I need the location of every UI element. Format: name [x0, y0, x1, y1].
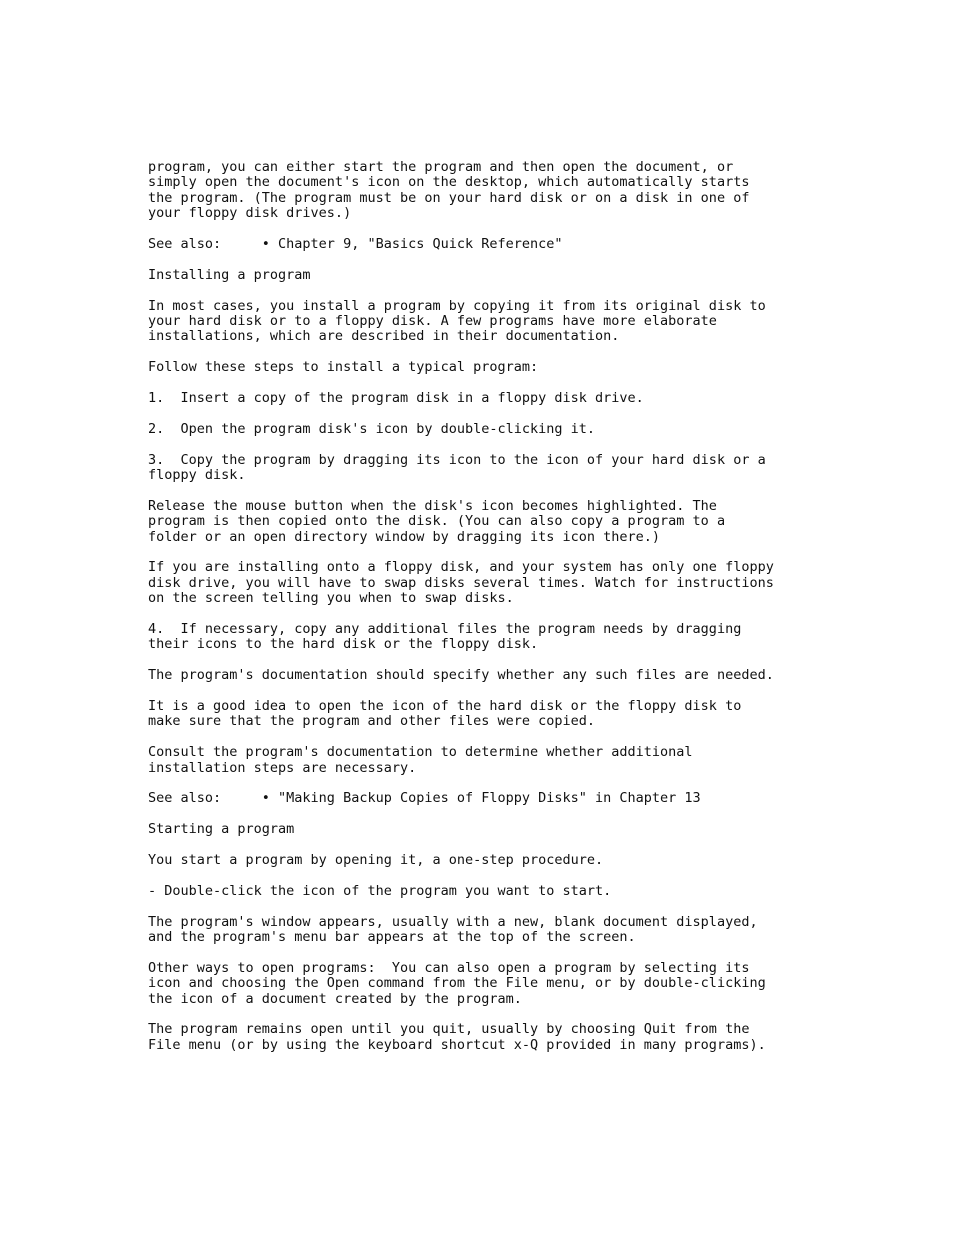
- text-line: See also: • "Making Backup Copies of Floppy Disks" in Chapter 13: [148, 790, 701, 807]
- paragraph-start-overview: [148, 853, 848, 868]
- step-3: [148, 453, 848, 484]
- text-line: folder or an open directory window by dragging its icon there.): [148, 528, 661, 545]
- text-line: on the screen telling you when to swap disks.: [148, 590, 514, 607]
- paragraph-window-appears: [148, 915, 848, 946]
- text-line: installation steps are necessary.: [148, 759, 417, 776]
- text-line: Installing a program: [148, 266, 311, 283]
- text-line: Release the mouse button when the disk's icon becomes highlighted. The: [148, 497, 717, 514]
- text-line: simply open the document's icon on the desktop, which automatically starts: [148, 174, 750, 191]
- text-line: The program remains open until you quit, usually by choosing Quit from the: [148, 1021, 750, 1038]
- text-line: Starting a program: [148, 821, 295, 838]
- paragraph-documentation-files: [148, 668, 848, 683]
- text-line: and the program's menu bar appears at the top of the screen.: [148, 929, 636, 946]
- text-line: The program's documentation should specify whether any such files are needed.: [148, 667, 774, 684]
- text-line: 4. If necessary, copy any additional files the program needs by dragging: [148, 621, 742, 638]
- text-line: Consult the program's documentation to determine whether additional: [148, 744, 693, 761]
- text-line: floppy disk.: [148, 467, 246, 484]
- step-double-click: [148, 884, 848, 899]
- heading-starting-a-program: [148, 822, 848, 837]
- paragraph-install-overview: [148, 299, 848, 345]
- text-line: 3. Copy the program by dragging its icon to the icon of your hard disk or a: [148, 451, 766, 468]
- heading-installing-a-program: [148, 268, 848, 283]
- paragraph-other-ways: [148, 961, 848, 1007]
- text-line: the program. (The program must be on your hard disk or on a disk in one of: [148, 189, 750, 206]
- text-line: installations, which are described in their documentation.: [148, 328, 620, 345]
- text-line: your floppy disk drives.): [148, 205, 352, 222]
- text-line: See also: • Chapter 9, "Basics Quick Reference": [148, 236, 563, 253]
- text-line: 2. Open the program disk's icon by double-clicking it.: [148, 420, 596, 437]
- text-line: program, you can either start the program and then open the document, or: [148, 159, 734, 175]
- see-also-backup-copies: [148, 791, 848, 806]
- document-page: [148, 160, 848, 1069]
- text-line: 1. Insert a copy of the program disk in a floppy disk drive.: [148, 390, 644, 407]
- text-line: make sure that the program and other files were copied.: [148, 713, 596, 730]
- text-line: File menu (or by using the keyboard shortcut x-Q provided in many programs).: [148, 1036, 766, 1053]
- paragraph-intro: [148, 160, 848, 222]
- text-line: You start a program by opening it, a one-step procedure.: [148, 852, 604, 869]
- step-1: [148, 391, 848, 406]
- text-line: the icon of a document created by the program.: [148, 990, 522, 1007]
- text-line: In most cases, you install a program by copying it from its original disk to: [148, 297, 766, 314]
- paragraph-follow-steps: [148, 360, 848, 375]
- text-line: program is then copied onto the disk. (You can also copy a program to a: [148, 513, 726, 530]
- paragraph-good-idea: [148, 699, 848, 730]
- paragraph-consult-documentation: [148, 745, 848, 776]
- text-line: The program's window appears, usually with a new, blank document displayed,: [148, 913, 758, 930]
- text-line: Other ways to open programs: You can also open a program by selecting its: [148, 959, 750, 976]
- text-line: disk drive, you will have to swap disks several times. Watch for instructions: [148, 574, 774, 591]
- text-line: their icons to the hard disk or the floppy disk.: [148, 636, 539, 653]
- text-line: - Double-click the icon of the program you want to start.: [148, 882, 612, 899]
- text-line: icon and choosing the Open command from the File menu, or by double-clicking: [148, 975, 766, 992]
- text-line: If you are installing onto a floppy disk, and your system has only one floppy: [148, 559, 774, 576]
- text-line: Follow these steps to install a typical program:: [148, 359, 539, 376]
- paragraph-remains-open: [148, 1022, 848, 1053]
- text-line: your hard disk or to a floppy disk. A few programs have more elaborate: [148, 313, 717, 330]
- paragraph-swap-disks: [148, 560, 848, 606]
- see-also-chapter-9: [148, 237, 848, 252]
- paragraph-release-mouse: [148, 499, 848, 545]
- step-4: [148, 622, 848, 653]
- text-line: It is a good idea to open the icon of the hard disk or the floppy disk to: [148, 698, 742, 715]
- step-2: [148, 422, 848, 437]
